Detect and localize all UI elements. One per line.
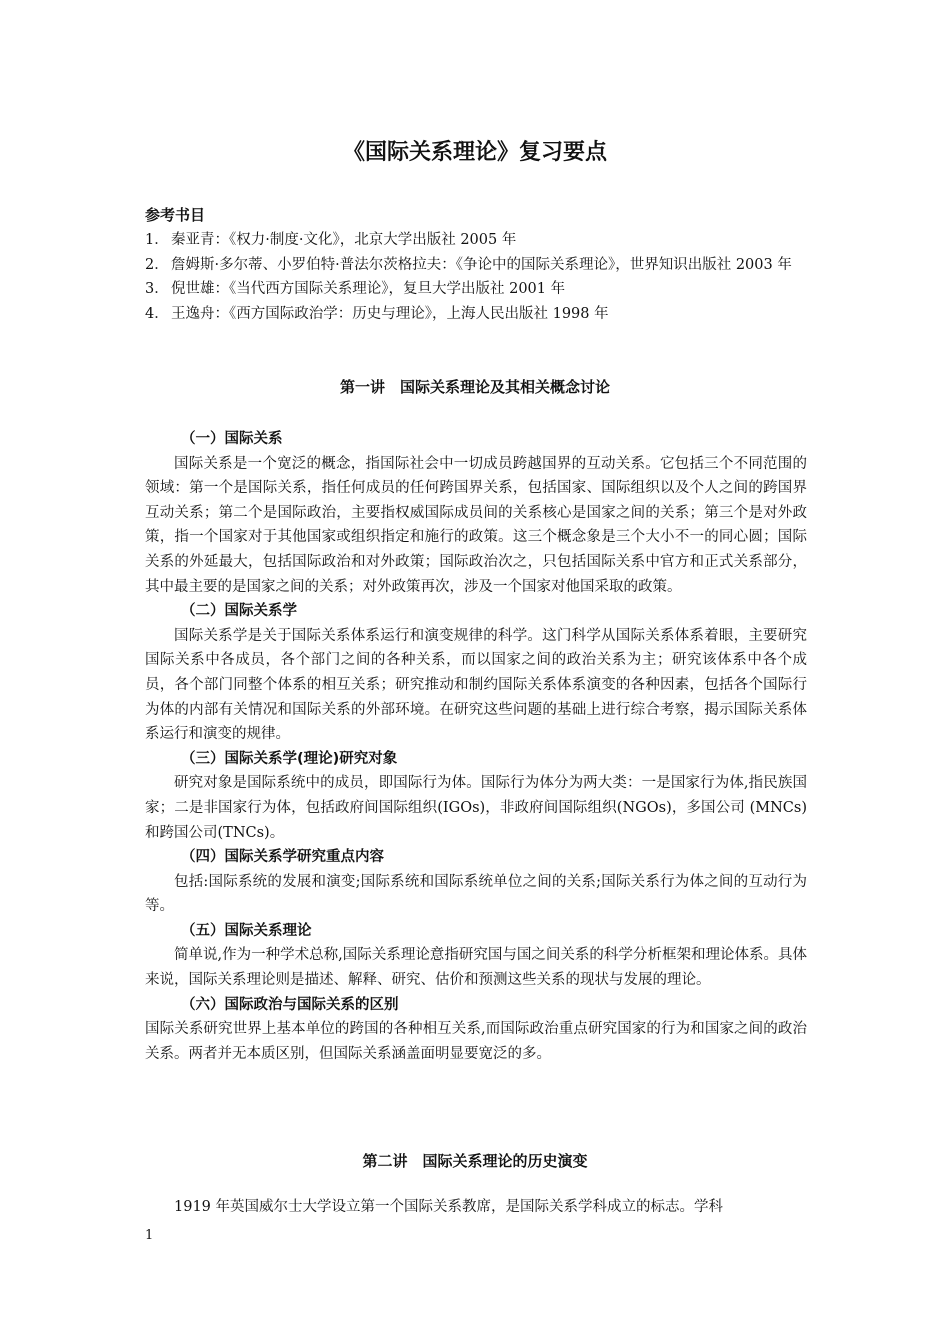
- reference-number: 3．: [145, 281, 169, 297]
- page-number: 1: [145, 1228, 154, 1243]
- section-heading: （三）国际关系学(理论)研究对象: [181, 750, 398, 767]
- section-heading: （四）国际关系学研究重点内容: [181, 849, 384, 866]
- lecture-2-heading: 第二讲 国际关系理论的历史演变: [362, 1152, 588, 1170]
- section-heading: （五）国际关系理论: [181, 922, 312, 939]
- reference-number: 4．: [145, 305, 169, 322]
- section-paragraph: 国际关系研究世界上基本单位的跨国的各种相互关系,而国际政治重点研究国家的行为和国家之间的政治关系。两者并无本质区别，但国际关系涵盖面明显要宽泛的多。: [145, 1021, 807, 1062]
- lecture-1-heading: 第一讲 国际关系理论及其相关概念讨论: [339, 378, 610, 396]
- document-title: 《国际关系理论》复习要点: [342, 140, 607, 165]
- lecture-2-paragraph: 1919 年英国威尔士大学设立第一个国际关系教席，是国际关系学科成立的标志。学科: [174, 1199, 724, 1215]
- lecture-1-body: [145, 427, 807, 1066]
- references-heading: 参考书目: [145, 206, 206, 224]
- reference-text: 詹姆斯·多尔蒂、小罗伯特·普法尔茨格拉夫：《争论中的国际关系理论》，世界知识出版社 2003 年: [171, 256, 792, 273]
- reference-text: 倪世雄：《当代西方国际关系理论》，复旦大学出版社 2001 年: [171, 281, 566, 297]
- reference-text: 王逸舟：《西方国际政治学：历史与理论》，上海人民出版社 1998 年: [171, 305, 609, 322]
- section-paragraph: 包括:国际系统的发展和演变;国际系统和国际系统单位之间的关系;国际关系行为体之间的互动行为等。: [145, 873, 807, 915]
- reference-text: 秦亚青：《权力·制度·文化》，北京大学出版社 2005 年: [171, 232, 517, 248]
- reference-number: 2．: [145, 256, 169, 273]
- section-paragraph: 研究对象是国际系统中的成员，即国际行为体。国际行为体分为两大类：一是国家行为体,指民族国家；二是非国家行为体，包括政府间国际组织(IGOs)，非政府间国际组织(NGOs)，多国公司 (MNCs)和跨国公司(TNCs)。: [145, 775, 807, 841]
- reference-item: [145, 228, 810, 253]
- reference-item: [145, 302, 810, 327]
- section-heading: （二）国际关系学: [181, 603, 297, 620]
- section-heading: （六）国际政治与国际关系的区别: [181, 996, 399, 1013]
- section-heading: （一）国际关系: [181, 431, 283, 447]
- reference-number: 1．: [145, 232, 169, 248]
- reference-item: [145, 253, 810, 278]
- section-paragraph: 国际关系学是关于国际关系体系运行和演变规律的科学。这门科学从国际关系体系着眼，主要研究国际关系中各成员，各个部门之间的各种关系，而以国家之间的政治关系为主；研究该体系中各个成员，各个部门同整个体系的相互关系；研究推动和制约国际关系体系演变的各种因素，包括各个国际行为体的内部有关情况和国际关系的外部环境。在研究这些问题的基础上进行综合考察，揭示国际关系体系运行和演变的规律。: [145, 627, 807, 743]
- section-paragraph: 国际关系是一个宽泛的概念，指国际社会中一切成员跨越国界的互动关系。它包括三个不同范围的领域：第一个是国际关系，指任何成员的任何跨国界关系，包括国家、国际组织以及个人之间的跨国界互动关系；第二个是国际政治，主要指权威国际成员间的关系核心是国家之间的关系；第三个是对外政策，指一个国家对于其他国家或组织指定和施行的政策。这三个概念象是三个大小不一的同心圆；国际关系的外延最大，包括国际政治和对外政策；国际政治次之，只包括国际关系中官方和正式关系部分，其中最主要的是国家之间的关系；对外政策再次，涉及一个国家对他国采取的政策。: [145, 455, 807, 595]
- reference-item: [145, 277, 810, 302]
- lecture-2-body: [145, 1195, 807, 1220]
- references-list: [145, 228, 810, 326]
- section-paragraph: 简单说,作为一种学术总称,国际关系理论意指研究国与国之间关系的科学分析框架和理论体系。具体来说，国际关系理论则是描述、解释、研究、估价和预测这些关系的现状与发展的理论。: [145, 947, 807, 989]
